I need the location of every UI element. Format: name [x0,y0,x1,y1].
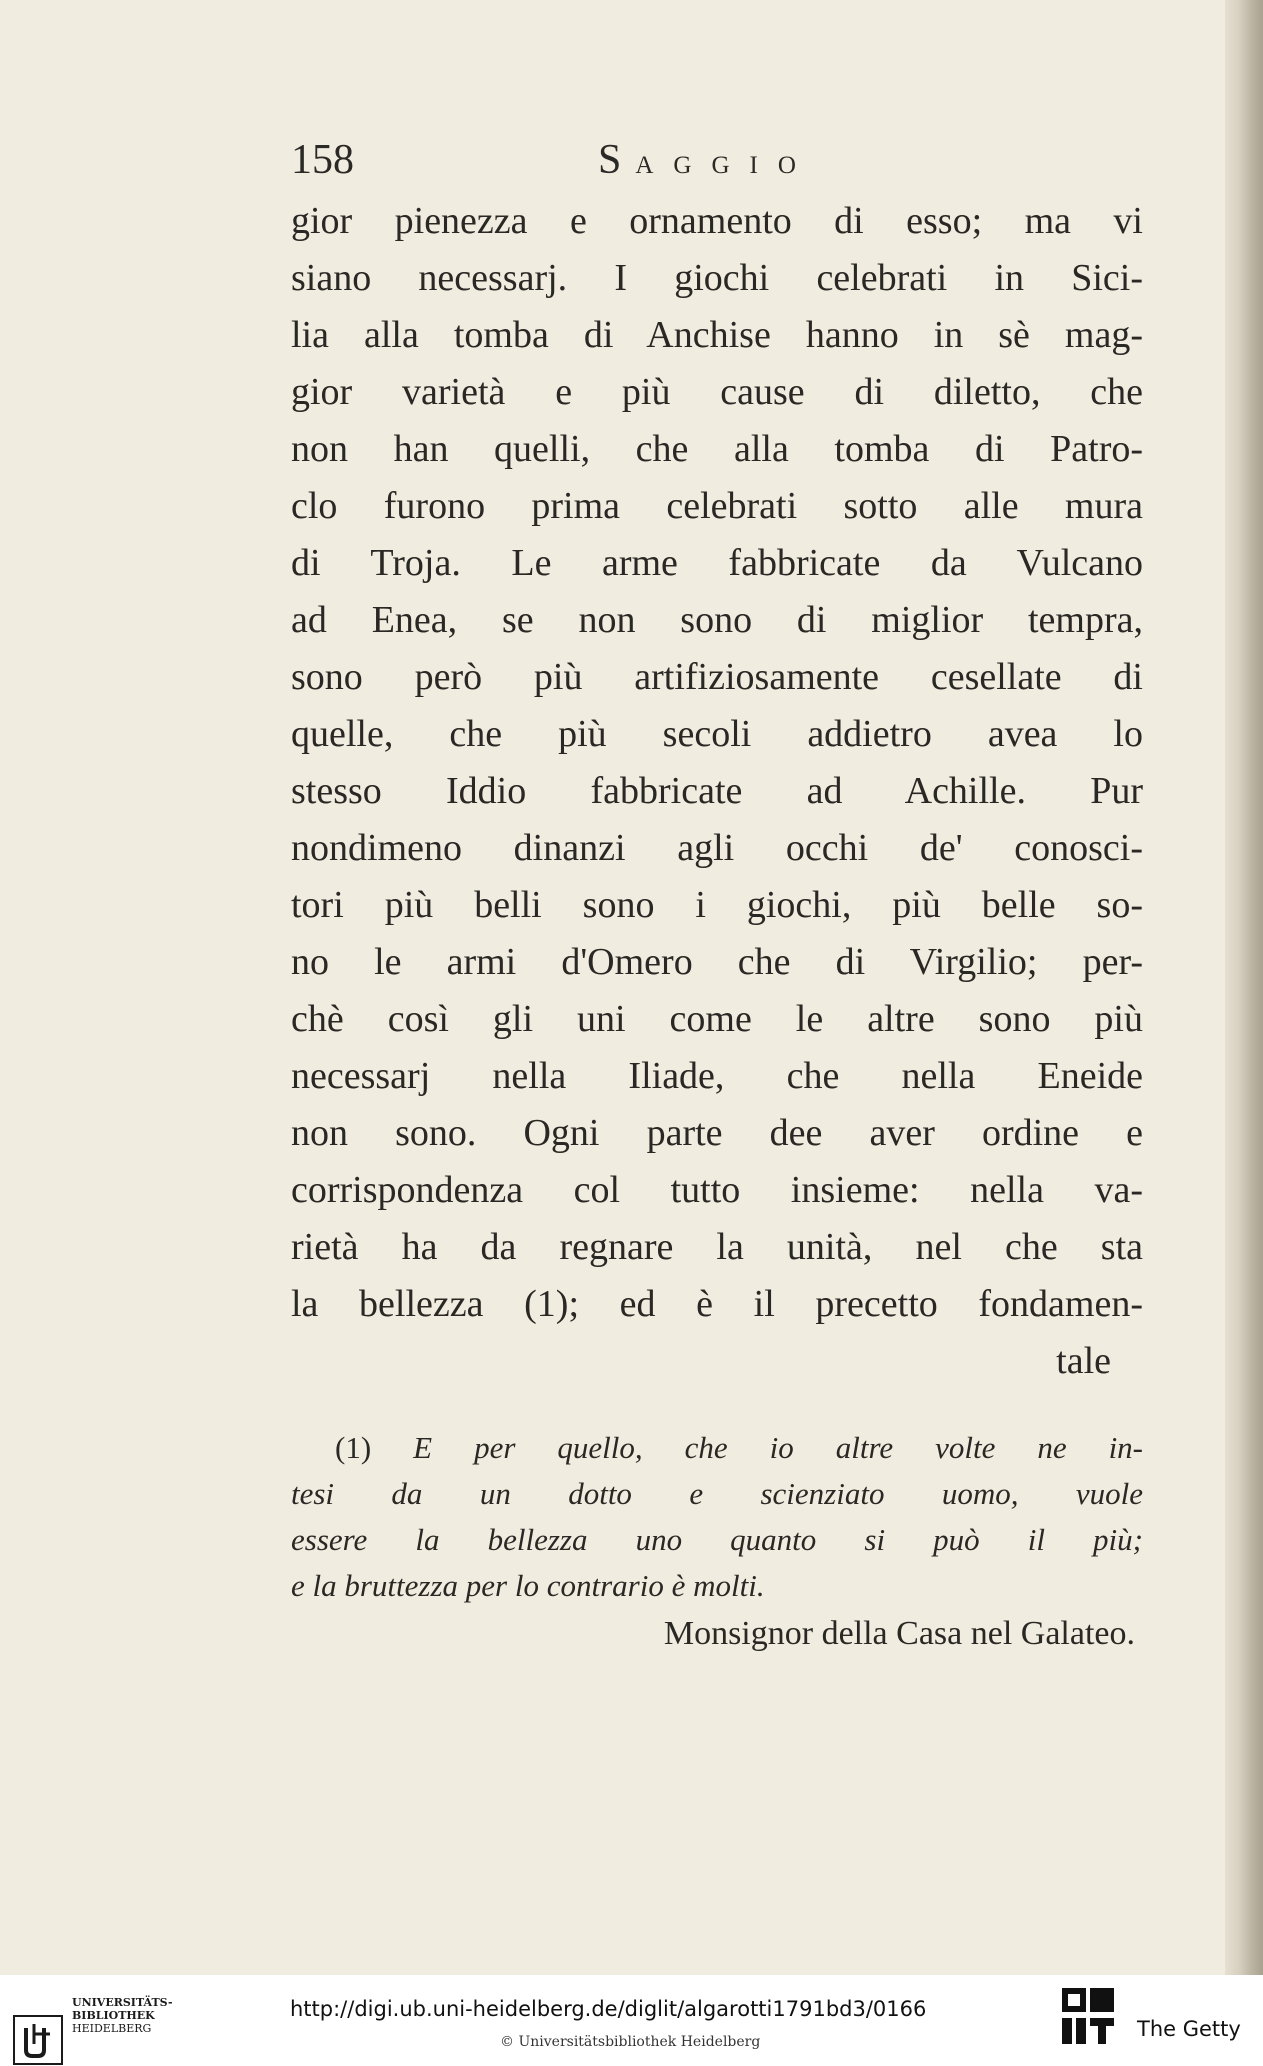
footnote-number: (1) [335,1430,372,1465]
text-line: ad Enea, se non sono di miglior tempra, [291,599,1143,641]
running-head-initial: S [598,137,636,183]
university-library-name [72,1996,173,2035]
permalink-url[interactable]: http://digi.ub.uni-heidelberg.de/diglit/algarotti1791bd3/0166 [290,1997,927,2021]
copyright-notice: © Universitätsbibliothek Heidelberg [500,2034,761,2050]
text-line: chè così gli uni come le altre sono più [291,998,1143,1040]
page-header [291,136,1151,184]
text-line: siano necessarj. I giochi celebrati in Sici- [291,257,1143,299]
footnote-line: e la bruttezza per lo contrario è molti. [291,1568,765,1603]
library-name-line: UNIVERSITÄTS- [72,1996,173,2009]
text-line: non han quelli, che alla tomba di Patro- [291,428,1143,470]
text-line: nondimeno dinanzi agli occhi de' conosci- [291,827,1143,869]
text-line: di Troja. Le arme fabbricate da Vulcano [291,542,1143,584]
text-line: corrispondenza col tutto insieme: nella va- [291,1169,1143,1211]
footnote-attribution: Monsignor della Casa nel Galateo. [663,1615,1135,1652]
text-line: sono però più artifiziosamente cesellate di [291,656,1143,698]
main-text [291,193,1143,1390]
text-line: lia alla tomba di Anchise hanno in sè mag- [291,314,1143,356]
text-line: no le armi d'Omero che di Virgilio; per- [291,941,1143,983]
running-head-rest: AGGIO [635,152,816,179]
footnote [291,1425,1143,1659]
text-line: gior pienezza e ornamento di esso; ma vi [291,200,1143,242]
library-name-line: BIBLIOTHEK [72,2009,155,2022]
footnote-line: tesi da un dotto e scienziato uomo, vuole [291,1476,1143,1511]
text-line: stesso Iddio fabbricate ad Achille. Pur [291,770,1143,812]
library-name-line: HEIDELBERG [72,2022,152,2035]
page-edge-shadow [1225,0,1263,1975]
text-line: necessarj nella Iliade, che nella Eneide [291,1055,1143,1097]
getty-logo-icon [1060,1986,1116,2048]
text-line: tori più belli sono i giochi, più belle so- [291,884,1143,926]
text-line: quelle, che più secoli addietro avea lo [291,713,1143,755]
text-line: non sono. Ogni parte dee aver ordine e [291,1112,1143,1154]
text-line: gior varietà e più cause di diletto, che [291,371,1143,413]
footnote-line [291,1425,1143,1471]
footnote-line: essere la bellezza uno quanto si può il più; [291,1522,1143,1557]
running-head [598,136,816,190]
sponsor-name: The Getty [1137,2017,1241,2041]
text-line: la bellezza (1); ed è il precetto fondamen- [291,1283,1143,1325]
catchword: tale [1056,1340,1111,1382]
page-number: 158 [291,137,354,183]
text-line: clo furono prima celebrati sotto alle mura [291,485,1143,527]
footnote-text: E per quello, che io altre volte ne in- [413,1430,1144,1465]
university-library-logo-icon [12,2014,64,2066]
text-line: rietà ha da regnare la unità, nel che sta [291,1226,1143,1268]
